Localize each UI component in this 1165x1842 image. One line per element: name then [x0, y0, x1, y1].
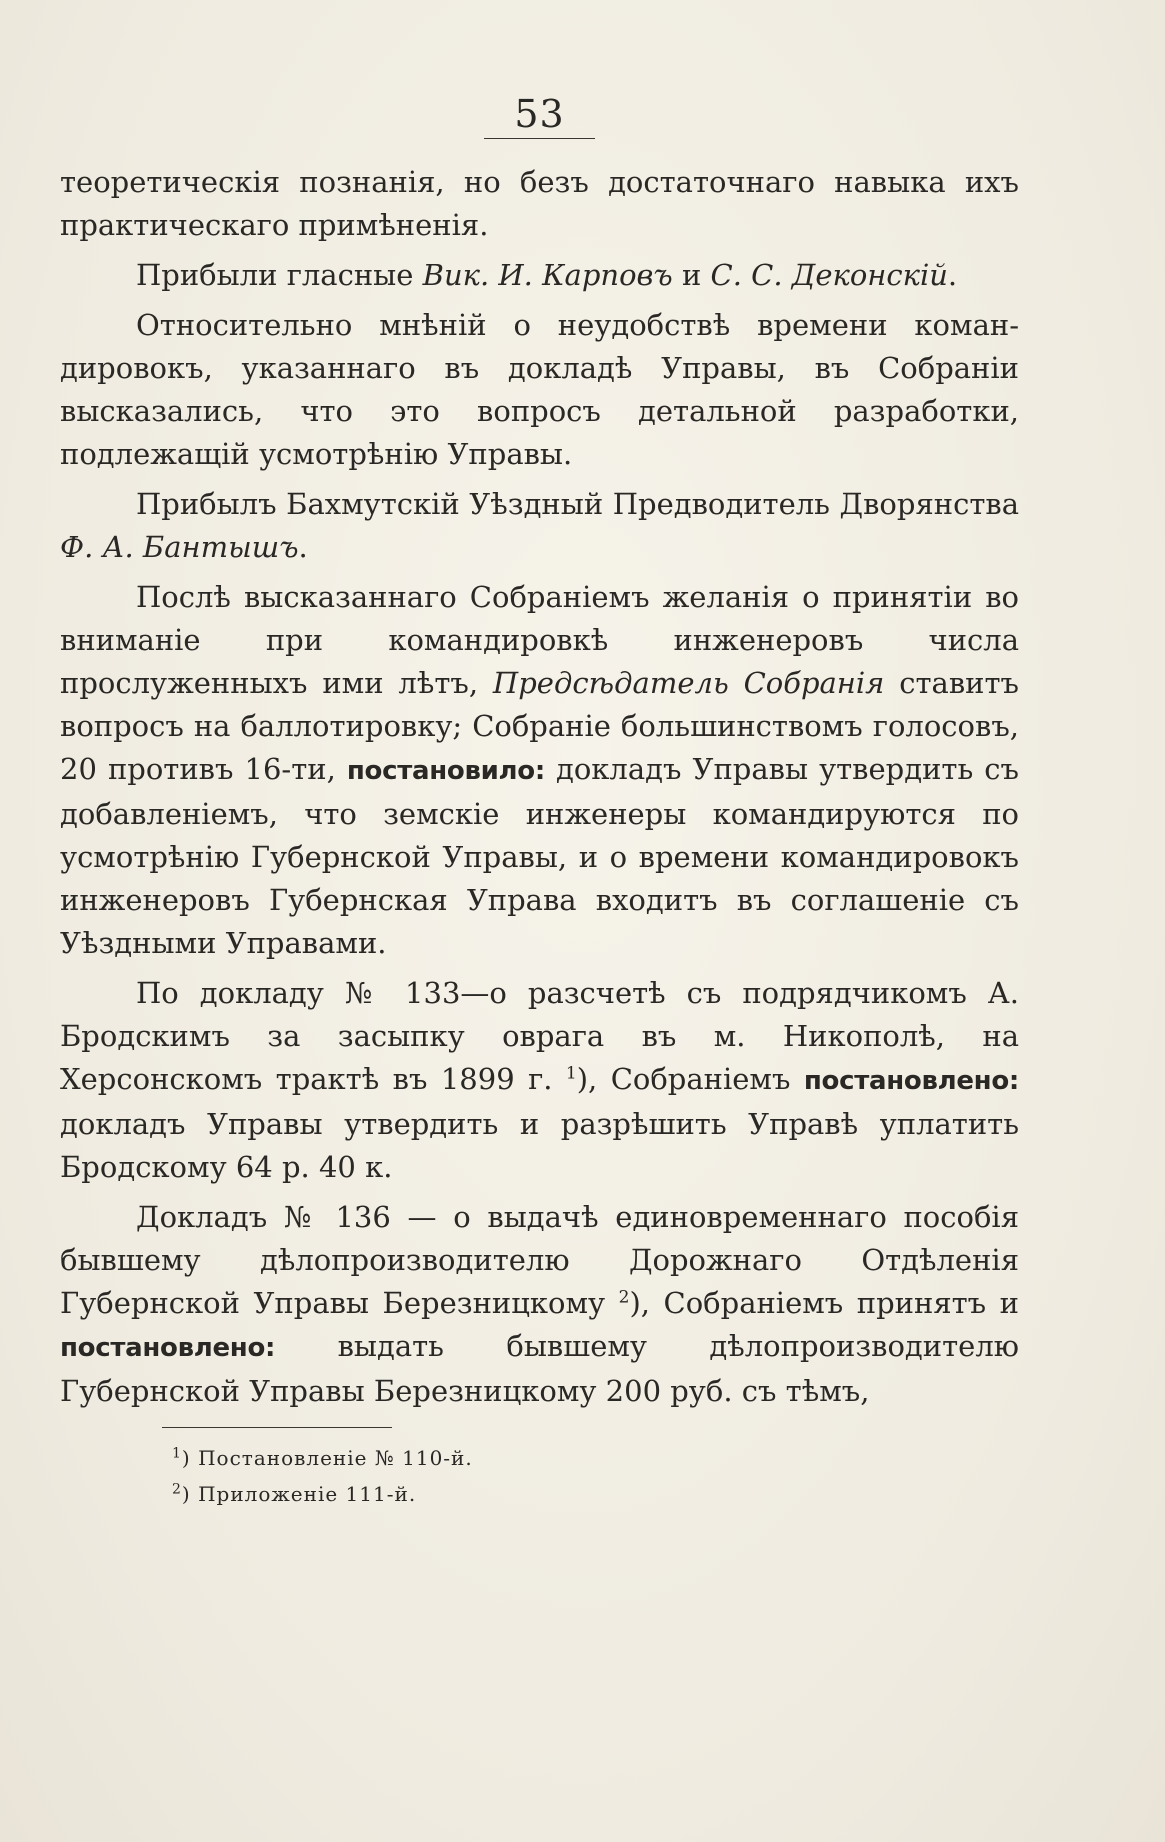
paragraph-6 [60, 972, 1019, 1189]
text-run: докладъ Управы утвердить съ добавленіемъ, что земскіе инженеры командируются по усмотрѣнію Губернской Управы, и о времени командировокъ инженеровъ Губернская Управа входитъ въ соглашеніе съ Уѣздными Управами. [60, 752, 1019, 960]
text-run: Докладъ № 136 — о выдачѣ единовременнаго пособія бывшему дѣлопроизводителю Дорожнаго Отдѣленія Губернской Управы Березницкому [60, 1200, 1019, 1320]
footnotes [172, 1440, 1019, 1512]
text-run: . [947, 258, 958, 292]
text-run: и [672, 258, 711, 292]
paragraph-5 [60, 576, 1019, 965]
footnote-text: ) Приложеніе 111-й. [181, 1482, 417, 1506]
footnote-mark: 1 [172, 1445, 182, 1462]
text-run: теоретическія познанія, но безъ достаточнаго навыка ихъ практическаго примѣненія. [60, 165, 1019, 242]
text-run: Относительно мнѣній о неудобствѣ времени командировокъ, указаннаго въ докладѣ Управы, въ Собраніи высказались, что это вопросъ детальной разработки, подлежащій усмотрѣнію Управы. [60, 308, 1019, 471]
italic-name: Ф. А. Бантышъ [60, 530, 299, 564]
footnote-text: ) Постановленіе № 110-й. [181, 1446, 473, 1470]
text-run: По докладу № 133—о разсчетѣ съ подрядчикомъ А. Бродскимъ за засыпку оврага въ м. Никополѣ, на Херсонскомъ трактѣ въ 1899 г. [60, 976, 1019, 1096]
footnote-reference: 2 [618, 1287, 630, 1308]
bold-resolution-word: постановлено: [803, 1066, 1019, 1096]
text-run: . [298, 530, 308, 564]
footnote-mark: 2 [172, 1481, 182, 1498]
text-run: Послѣ высказаннаго Собраніемъ желанія о принятіи во вниманіе при командировкѣ инженеровъ числа прослуженныхъ ими лѣтъ, [60, 580, 1019, 700]
paragraph-7 [60, 1196, 1019, 1413]
bold-resolution-word: постановило: [346, 756, 545, 786]
text-run: выдать бывшему дѣлопроизводителю Губернской Управы Березницкому 200 руб. съ тѣмъ, [60, 1329, 1019, 1408]
text-run: ), Собраніемъ принятъ и [629, 1286, 1019, 1320]
italic-name: С. С. Деконскій [710, 258, 948, 292]
paragraph-4 [60, 483, 1019, 569]
page-header [60, 92, 1019, 139]
italic-name: Предсѣдатель Собранія [492, 666, 885, 700]
footnote-divider [162, 1427, 392, 1428]
text-run: ), Собраніемъ [576, 1062, 804, 1096]
page-number: 53 [484, 92, 594, 139]
paragraph-2 [60, 254, 1019, 297]
bold-resolution-word: постановлено: [60, 1333, 276, 1363]
text-run: ставитъ вопросъ на баллотировку; Собраніе большинствомъ голосовъ, 20 противъ 16-ти, [60, 666, 1019, 786]
text-run: Прибылъ Бахмутскій Уѣздный Предводитель Дворянства [136, 487, 1019, 521]
paragraph-1 [60, 161, 1019, 247]
footnote-reference: 1 [565, 1063, 577, 1084]
text-run: Прибыли гласные [136, 258, 423, 292]
paragraph-3 [60, 304, 1019, 476]
footnote-2 [172, 1476, 1019, 1512]
body-text [60, 161, 1019, 1413]
text-run: докладъ Управы утвердить и разрѣшить Управѣ уплатить Бродскому 64 р. 40 к. [60, 1107, 1019, 1184]
footnote-1 [172, 1440, 1019, 1476]
italic-name: Вик. И. Карповъ [422, 258, 673, 292]
